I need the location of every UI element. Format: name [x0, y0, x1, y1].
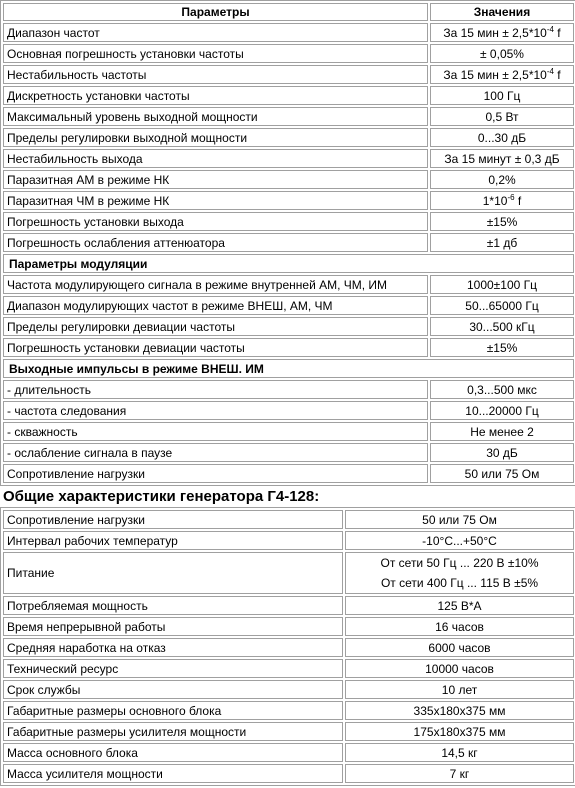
- param-cell: Погрешность ослабления аттенюатора: [3, 233, 428, 252]
- value-cell: [345, 701, 574, 720]
- value-text: 50 или 75 Ом: [422, 512, 497, 527]
- value-cell: [345, 617, 574, 636]
- power-line-2: От сети 400 Гц ... 115 В ±5%: [380, 576, 539, 590]
- value-text: ±15%: [486, 340, 518, 355]
- param-cell: Погрешность установки выхода: [3, 212, 428, 231]
- param-cell: Срок службы: [3, 680, 343, 699]
- table-row: [3, 296, 574, 315]
- pulses-section: [3, 359, 574, 378]
- value-text: 100 Гц: [483, 88, 521, 103]
- table-row: [3, 128, 574, 147]
- value-cell: [430, 65, 574, 84]
- value-text: 175x180x375 мм: [413, 724, 506, 739]
- table-row: [3, 233, 574, 252]
- value-text: ± 0,05%: [480, 46, 524, 61]
- param-cell: - частота следования: [3, 401, 428, 420]
- value-text: Не менее 2: [470, 424, 534, 439]
- value-suffix: f: [553, 67, 561, 82]
- value-cell: [430, 44, 574, 63]
- param-cell: Интервал рабочих температур: [3, 531, 343, 550]
- table-row: [3, 380, 574, 399]
- value-cell: [430, 296, 574, 315]
- param-cell: Частота модулирующего сигнала в режиме внутренней АМ, ЧМ, ИМ: [3, 275, 428, 294]
- value-cell: [345, 722, 574, 741]
- table-row: [3, 23, 574, 42]
- value-cell: [430, 338, 574, 357]
- param-cell: Паразитная АМ в режиме НК: [3, 170, 428, 189]
- general-heading: Общие характеристики генератора Г4-128:: [3, 488, 320, 505]
- value-suffix: f: [514, 193, 522, 208]
- value-text: 0,3...500 мкс: [467, 382, 537, 397]
- value-text: 30...500 кГц: [469, 319, 535, 334]
- param-cell: Средняя наработка на отказ: [3, 638, 343, 657]
- value-cell: [345, 764, 574, 783]
- value-cell: [430, 86, 574, 105]
- param-cell: Нестабильность выхода: [3, 149, 428, 168]
- value-cell: [345, 680, 574, 699]
- value-exponent: -4: [546, 66, 554, 76]
- value-text: За 15 мин ± 2,5*10: [443, 25, 547, 40]
- value-cell: [430, 128, 574, 147]
- param-cell: - скважность: [3, 422, 428, 441]
- power-row: [3, 552, 574, 594]
- table-row: [3, 722, 574, 741]
- value-text: 6000 часов: [428, 640, 491, 655]
- value-text: 10000 часов: [425, 661, 494, 676]
- table-row: [3, 422, 574, 441]
- value-text: 335x180x375 мм: [413, 703, 506, 718]
- table-row: [3, 701, 574, 720]
- param-cell: Нестабильность частоты: [3, 65, 428, 84]
- value-text: 30 дБ: [486, 445, 518, 460]
- param-cell: - длительность: [3, 380, 428, 399]
- table-row: [3, 338, 574, 357]
- param-cell: Пределы регулировки выходной мощности: [3, 128, 428, 147]
- value-cell: [430, 191, 574, 210]
- table-row: [3, 531, 574, 550]
- table-row: [3, 764, 574, 783]
- value-text: -10°С...+50°С: [422, 533, 497, 548]
- table-row: [3, 107, 574, 126]
- value-text: 1000±100 Гц: [466, 277, 537, 292]
- value-text: 0,2%: [488, 172, 516, 187]
- value-text: ±1 дб: [486, 235, 518, 250]
- value-cell: [430, 422, 574, 441]
- value-cell: [430, 443, 574, 462]
- table-row: [3, 401, 574, 420]
- value-text: За 15 минут ± 0,3 дБ: [444, 151, 560, 166]
- value-cell: [430, 212, 574, 231]
- value-text: 0,5 Вт: [485, 109, 519, 124]
- param-cell: Габаритные размеры основного блока: [3, 701, 343, 720]
- param-cell: Паразитная ЧМ в режиме НК: [3, 191, 428, 210]
- value-exponent: -6: [507, 192, 515, 202]
- value-text: 7 кг: [449, 766, 470, 781]
- value-text: 0...30 дБ: [477, 130, 527, 145]
- table-row: [3, 510, 574, 529]
- table-row: [3, 44, 574, 63]
- value-cell: [345, 659, 574, 678]
- table-row: [3, 170, 574, 189]
- value-cell: [345, 638, 574, 657]
- value-cell: [430, 275, 574, 294]
- table-row: [3, 149, 574, 168]
- table-row: [3, 617, 574, 636]
- value-cell: [430, 317, 574, 336]
- table-row: [3, 275, 574, 294]
- param-cell: Сопротивление нагрузки: [3, 510, 343, 529]
- table-row: [3, 443, 574, 462]
- param-cell: Габаритные размеры усилителя мощности: [3, 722, 343, 741]
- param-cell: Пределы регулировки девиации частоты: [3, 317, 428, 336]
- general-table-body: [3, 510, 574, 783]
- value-text: ±15%: [486, 214, 518, 229]
- param-cell: Масса усилителя мощности: [3, 764, 343, 783]
- general-table: [0, 507, 575, 786]
- header-param: Параметры: [3, 3, 428, 21]
- value-cell: [430, 401, 574, 420]
- value-text: 1*10: [482, 193, 508, 208]
- value-text: 50...65000 Гц: [465, 298, 539, 313]
- param-cell: Сопротивление нагрузки: [3, 464, 428, 483]
- value-text: 14,5 кг: [441, 745, 478, 760]
- param-cell: Диапазон модулирующих частот в режиме ВНЕШ, АМ, ЧМ: [3, 296, 428, 315]
- value-suffix: f: [553, 25, 561, 40]
- spec-table-body: [3, 3, 574, 483]
- value-text: 125 В*А: [437, 598, 482, 613]
- value-cell: [345, 552, 574, 594]
- param-cell: Масса основного блока: [3, 743, 343, 762]
- value-cell: [345, 596, 574, 615]
- table-row: [3, 65, 574, 84]
- value-cell: [430, 233, 574, 252]
- value-text: 50 или 75 Ом: [464, 466, 540, 481]
- value-cell: [430, 170, 574, 189]
- value-cell: [345, 510, 574, 529]
- value-cell: [430, 380, 574, 399]
- param-cell: Технический ресурс: [3, 659, 343, 678]
- value-text: 16 часов: [435, 619, 484, 634]
- table-row: [3, 317, 574, 336]
- value-cell: [430, 149, 574, 168]
- value-exponent: -4: [546, 24, 554, 34]
- table-row: [3, 638, 574, 657]
- modulation-section: [3, 254, 574, 273]
- value-text: 10...20000 Гц: [465, 403, 539, 418]
- value-cell: [430, 23, 574, 42]
- param-cell: Время непрерывной работы: [3, 617, 343, 636]
- param-cell: Дискретность установки частоты: [3, 86, 428, 105]
- value-cell: [430, 464, 574, 483]
- value-cell: [345, 531, 574, 550]
- header-value: Значения: [430, 3, 574, 21]
- value-cell: [430, 107, 574, 126]
- pulses-section-title: Выходные импульсы в режиме ВНЕШ. ИМ: [3, 359, 574, 378]
- value-text: За 15 мин ± 2,5*10: [443, 67, 547, 82]
- value-cell: [345, 743, 574, 762]
- table-row: [3, 212, 574, 231]
- param-cell: Погрешность установки девиации частоты: [3, 338, 428, 357]
- param-cell: Диапазон частот: [3, 23, 428, 42]
- param-cell: Питание: [3, 552, 343, 594]
- value-text: 10 лет: [441, 682, 478, 697]
- param-cell: Потребляемая мощность: [3, 596, 343, 615]
- table-row: [3, 680, 574, 699]
- param-cell: Основная погрешность установки частоты: [3, 44, 428, 63]
- table-row: [3, 596, 574, 615]
- table-row: [3, 659, 574, 678]
- table-row: [3, 743, 574, 762]
- table-row: [3, 464, 574, 483]
- table-row: [3, 191, 574, 210]
- spec-table-header-row: [3, 3, 574, 21]
- param-cell: - ослабление сигнала в паузе: [3, 443, 428, 462]
- power-line-1: От сети 50 Гц ... 220 В ±10%: [380, 556, 539, 570]
- param-cell: Максимальный уровень выходной мощности: [3, 107, 428, 126]
- table-row: [3, 86, 574, 105]
- modulation-section-title: Параметры модуляции: [3, 254, 574, 273]
